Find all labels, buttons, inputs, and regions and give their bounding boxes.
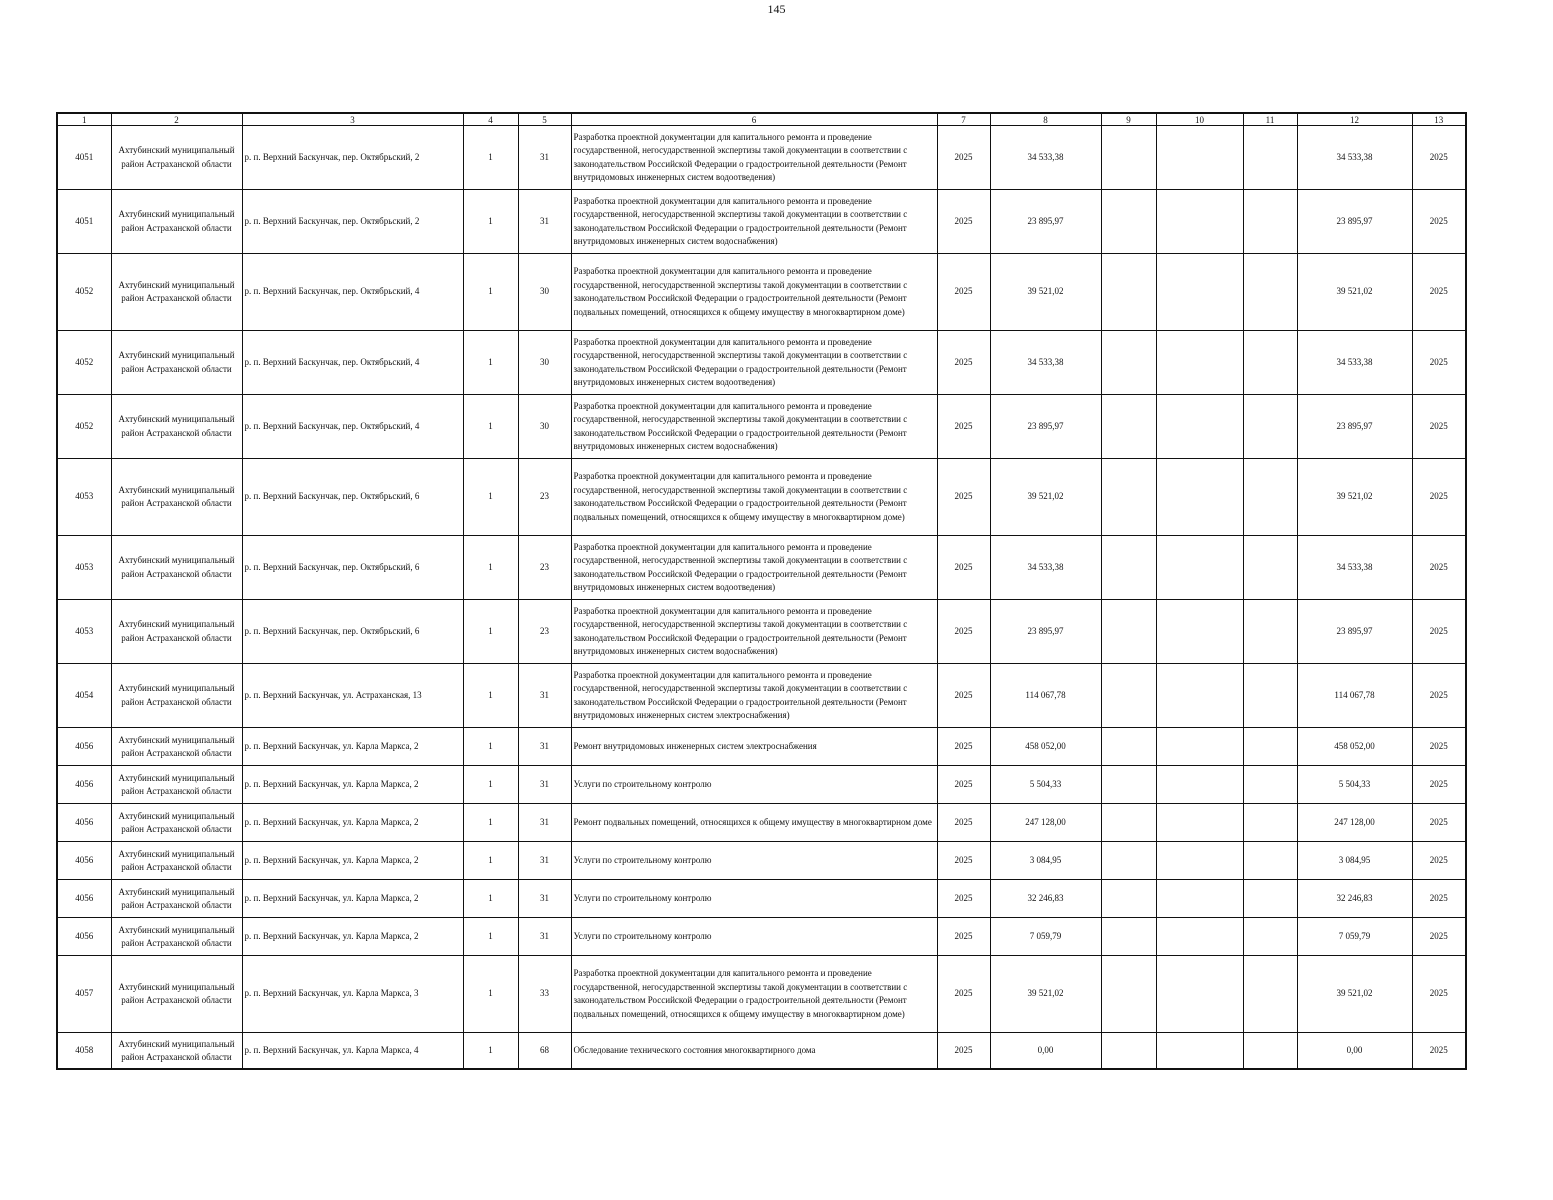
cell-cost-total: 34 533,38: [990, 331, 1101, 395]
cell-apartments: 30: [518, 395, 571, 459]
cell-row-number: 4057: [57, 956, 111, 1033]
cell-count: 1: [463, 956, 518, 1033]
cell-row-number: 4054: [57, 664, 111, 728]
cell-cost-budget: [1156, 728, 1243, 766]
table-row: [57, 331, 1466, 395]
cell-cost-total: 39 521,02: [990, 956, 1101, 1033]
cell-work-type: Разработка проектной документации для капитального ремонта и проведение государственной, негосударственной экспертизы такой документации в соответствии с законодательством Российской Федерации о градостроительной деятельности (Ремонт подвальных помещений, относящихся к общему имуществу в многоквартирном доме): [571, 459, 937, 536]
cell-apartments: 31: [518, 728, 571, 766]
cell-cost-owners: 39 521,02: [1297, 254, 1412, 331]
cell-cost-fund: [1101, 536, 1156, 600]
cell-apartments: 23: [518, 536, 571, 600]
cell-cost-budget: [1156, 956, 1243, 1033]
cell-cost-budget: [1156, 842, 1243, 880]
cell-cost-owners: 0,00: [1297, 1033, 1412, 1070]
cell-cost-total: 23 895,97: [990, 190, 1101, 254]
cell-municipality: Ахтубинский муниципальный район Астраханской области: [111, 459, 242, 536]
cell-cost-budget: [1156, 126, 1243, 190]
cell-completion-year: 2025: [1412, 804, 1466, 842]
column-header-12: 12: [1297, 113, 1412, 126]
cell-address: р. п. Верхний Баскунчак, пер. Октябрьский, 6: [242, 459, 463, 536]
cell-cost-budget: [1156, 536, 1243, 600]
cell-cost-local: [1243, 918, 1297, 956]
column-header-8: 8: [990, 113, 1101, 126]
cell-count: 1: [463, 459, 518, 536]
cell-row-number: 4051: [57, 126, 111, 190]
cell-address: р. п. Верхний Баскунчак, пер. Октябрьский, 6: [242, 600, 463, 664]
cell-cost-owners: 39 521,02: [1297, 459, 1412, 536]
cell-address: р. п. Верхний Баскунчак, ул. Карла Маркса, 2: [242, 766, 463, 804]
column-number-row: [57, 113, 1466, 126]
cell-municipality: Ахтубинский муниципальный район Астраханской области: [111, 766, 242, 804]
cell-work-type: Услуги по строительному контролю: [571, 842, 937, 880]
cell-year: 2025: [937, 728, 990, 766]
cell-completion-year: 2025: [1412, 880, 1466, 918]
cell-cost-fund: [1101, 766, 1156, 804]
cell-completion-year: 2025: [1412, 956, 1466, 1033]
cell-count: 1: [463, 804, 518, 842]
cell-cost-owners: 458 052,00: [1297, 728, 1412, 766]
cell-municipality: Ахтубинский муниципальный район Астраханской области: [111, 536, 242, 600]
cell-work-type: Услуги по строительному контролю: [571, 880, 937, 918]
table-row: [57, 918, 1466, 956]
cell-apartments: 33: [518, 956, 571, 1033]
cell-count: 1: [463, 126, 518, 190]
cell-cost-owners: 23 895,97: [1297, 600, 1412, 664]
cell-municipality: Ахтубинский муниципальный район Астраханской области: [111, 395, 242, 459]
cell-address: р. п. Верхний Баскунчак, пер. Октябрьский, 4: [242, 395, 463, 459]
cell-cost-total: 32 246,83: [990, 880, 1101, 918]
cell-cost-fund: [1101, 1033, 1156, 1070]
cell-cost-total: 23 895,97: [990, 395, 1101, 459]
cell-cost-budget: [1156, 804, 1243, 842]
table-body: [57, 126, 1466, 1070]
cell-cost-total: 458 052,00: [990, 728, 1101, 766]
column-header-9: 9: [1101, 113, 1156, 126]
cell-work-type: Услуги по строительному контролю: [571, 918, 937, 956]
table-row: [57, 536, 1466, 600]
cell-apartments: 30: [518, 331, 571, 395]
cell-cost-owners: 5 504,33: [1297, 766, 1412, 804]
cell-row-number: 4056: [57, 918, 111, 956]
table-row: [57, 842, 1466, 880]
cell-cost-local: [1243, 395, 1297, 459]
cell-cost-budget: [1156, 395, 1243, 459]
cell-apartments: 31: [518, 664, 571, 728]
cell-cost-fund: [1101, 190, 1156, 254]
cell-cost-total: 7 059,79: [990, 918, 1101, 956]
cell-cost-fund: [1101, 331, 1156, 395]
table-row: [57, 126, 1466, 190]
cell-completion-year: 2025: [1412, 1033, 1466, 1070]
table-row: [57, 880, 1466, 918]
cell-municipality: Ахтубинский муниципальный район Астраханской области: [111, 1033, 242, 1070]
cell-work-type: Разработка проектной документации для капитального ремонта и проведение государственной, негосударственной экспертизы такой документации в соответствии с законодательством Российской Федерации о градостроительной деятельности (Ремонт подвальных помещений, относящихся к общему имуществу в многоквартирном доме): [571, 956, 937, 1033]
cell-apartments: 31: [518, 766, 571, 804]
cell-apartments: 68: [518, 1033, 571, 1070]
cell-apartments: 31: [518, 918, 571, 956]
cell-address: р. п. Верхний Баскунчак, пер. Октябрьский, 6: [242, 536, 463, 600]
cell-work-type: Разработка проектной документации для капитального ремонта и проведение государственной, негосударственной экспертизы такой документации в соответствии с законодательством Российской Федерации о градостроительной деятельности (Ремонт внутридомовых инженерных систем водоотведения): [571, 331, 937, 395]
cell-work-type: Ремонт внутридомовых инженерных систем электроснабжения: [571, 728, 937, 766]
cell-cost-total: 39 521,02: [990, 459, 1101, 536]
cell-completion-year: 2025: [1412, 842, 1466, 880]
cell-cost-fund: [1101, 918, 1156, 956]
cell-cost-owners: 23 895,97: [1297, 190, 1412, 254]
cell-cost-owners: 3 084,95: [1297, 842, 1412, 880]
cell-cost-budget: [1156, 254, 1243, 331]
cell-municipality: Ахтубинский муниципальный район Астраханской области: [111, 331, 242, 395]
cell-municipality: Ахтубинский муниципальный район Астраханской области: [111, 126, 242, 190]
cell-address: р. п. Верхний Баскунчак, ул. Карла Маркса, 2: [242, 728, 463, 766]
cell-row-number: 4053: [57, 600, 111, 664]
cell-row-number: 4053: [57, 459, 111, 536]
table-row: [57, 804, 1466, 842]
cell-address: р. п. Верхний Баскунчак, ул. Астраханская, 13: [242, 664, 463, 728]
cell-address: р. п. Верхний Баскунчак, ул. Карла Маркса, 4: [242, 1033, 463, 1070]
cell-work-type: Разработка проектной документации для капитального ремонта и проведение государственной, негосударственной экспертизы такой документации в соответствии с законодательством Российской Федерации о градостроительной деятельности (Ремонт подвальных помещений, относящихся к общему имуществу в многоквартирном доме): [571, 254, 937, 331]
cell-cost-local: [1243, 190, 1297, 254]
cell-address: р. п. Верхний Баскунчак, пер. Октябрьский, 4: [242, 331, 463, 395]
cell-cost-budget: [1156, 600, 1243, 664]
cell-year: 2025: [937, 1033, 990, 1070]
cell-cost-owners: 39 521,02: [1297, 956, 1412, 1033]
cell-cost-fund: [1101, 254, 1156, 331]
cell-completion-year: 2025: [1412, 126, 1466, 190]
cell-apartments: 30: [518, 254, 571, 331]
cell-apartments: 23: [518, 459, 571, 536]
cell-year: 2025: [937, 804, 990, 842]
cell-year: 2025: [937, 331, 990, 395]
cell-cost-owners: 34 533,38: [1297, 536, 1412, 600]
cell-address: р. п. Верхний Баскунчак, ул. Карла Маркса, 2: [242, 842, 463, 880]
cell-cost-fund: [1101, 728, 1156, 766]
cell-count: 1: [463, 600, 518, 664]
column-header-10: 10: [1156, 113, 1243, 126]
cell-cost-local: [1243, 664, 1297, 728]
cell-cost-fund: [1101, 804, 1156, 842]
cell-work-type: Разработка проектной документации для капитального ремонта и проведение государственной, негосударственной экспертизы такой документации в соответствии с законодательством Российской Федерации о градостроительной деятельности (Ремонт внутридомовых инженерных систем водоснабжения): [571, 600, 937, 664]
table-row: [57, 766, 1466, 804]
table-row: [57, 1033, 1466, 1070]
cell-year: 2025: [937, 126, 990, 190]
cell-work-type: Услуги по строительному контролю: [571, 766, 937, 804]
cell-cost-owners: 7 059,79: [1297, 918, 1412, 956]
cell-row-number: 4051: [57, 190, 111, 254]
cell-cost-budget: [1156, 1033, 1243, 1070]
cell-completion-year: 2025: [1412, 254, 1466, 331]
cell-year: 2025: [937, 880, 990, 918]
cell-count: 1: [463, 536, 518, 600]
cell-cost-budget: [1156, 664, 1243, 728]
cell-row-number: 4056: [57, 880, 111, 918]
cell-cost-total: 39 521,02: [990, 254, 1101, 331]
column-header-7: 7: [937, 113, 990, 126]
cell-completion-year: 2025: [1412, 459, 1466, 536]
capital-repair-table: [56, 112, 1467, 1070]
cell-count: 1: [463, 766, 518, 804]
cell-cost-local: [1243, 804, 1297, 842]
cell-year: 2025: [937, 664, 990, 728]
cell-cost-owners: 34 533,38: [1297, 331, 1412, 395]
cell-year: 2025: [937, 395, 990, 459]
cell-municipality: Ахтубинский муниципальный район Астраханской области: [111, 918, 242, 956]
cell-completion-year: 2025: [1412, 536, 1466, 600]
table-row: [57, 600, 1466, 664]
cell-year: 2025: [937, 600, 990, 664]
cell-cost-total: 23 895,97: [990, 600, 1101, 664]
cell-cost-budget: [1156, 331, 1243, 395]
cell-row-number: 4052: [57, 254, 111, 331]
page-number: 145: [767, 2, 786, 16]
table-row: [57, 254, 1466, 331]
cell-municipality: Ахтубинский муниципальный район Астраханской области: [111, 842, 242, 880]
cell-municipality: Ахтубинский муниципальный район Астраханской области: [111, 956, 242, 1033]
cell-cost-fund: [1101, 664, 1156, 728]
cell-work-type: Разработка проектной документации для капитального ремонта и проведение государственной, негосударственной экспертизы такой документации в соответствии с законодательством Российской Федерации о градостроительной деятельности (Ремонт внутридомовых инженерных систем электроснабжения): [571, 664, 937, 728]
cell-address: р. п. Верхний Баскунчак, ул. Карла Маркса, 2: [242, 804, 463, 842]
cell-municipality: Ахтубинский муниципальный район Астраханской области: [111, 664, 242, 728]
cell-cost-fund: [1101, 459, 1156, 536]
column-header-2: 2: [111, 113, 242, 126]
cell-cost-total: 0,00: [990, 1033, 1101, 1070]
cell-cost-owners: 32 246,83: [1297, 880, 1412, 918]
column-header-11: 11: [1243, 113, 1297, 126]
cell-count: 1: [463, 664, 518, 728]
cell-cost-total: 247 128,00: [990, 804, 1101, 842]
column-header-13: 13: [1412, 113, 1466, 126]
cell-work-type: Разработка проектной документации для капитального ремонта и проведение государственной, негосударственной экспертизы такой документации в соответствии с законодательством Российской Федерации о градостроительной деятельности (Ремонт внутридомовых инженерных систем водоснабжения): [571, 190, 937, 254]
cell-completion-year: 2025: [1412, 395, 1466, 459]
cell-row-number: 4052: [57, 395, 111, 459]
cell-row-number: 4056: [57, 842, 111, 880]
cell-apartments: 31: [518, 126, 571, 190]
cell-row-number: 4056: [57, 766, 111, 804]
cell-row-number: 4053: [57, 536, 111, 600]
cell-completion-year: 2025: [1412, 918, 1466, 956]
cell-cost-local: [1243, 766, 1297, 804]
cell-count: 1: [463, 331, 518, 395]
cell-municipality: Ахтубинский муниципальный район Астраханской области: [111, 600, 242, 664]
cell-completion-year: 2025: [1412, 331, 1466, 395]
cell-completion-year: 2025: [1412, 728, 1466, 766]
cell-cost-local: [1243, 536, 1297, 600]
cell-apartments: 31: [518, 190, 571, 254]
column-header-3: 3: [242, 113, 463, 126]
cell-cost-local: [1243, 331, 1297, 395]
cell-cost-local: [1243, 842, 1297, 880]
cell-count: 1: [463, 1033, 518, 1070]
cell-cost-owners: 114 067,78: [1297, 664, 1412, 728]
cell-year: 2025: [937, 918, 990, 956]
table-row: [57, 956, 1466, 1033]
table-row: [57, 190, 1466, 254]
cell-completion-year: 2025: [1412, 190, 1466, 254]
cell-row-number: 4052: [57, 331, 111, 395]
cell-cost-fund: [1101, 395, 1156, 459]
cell-count: 1: [463, 395, 518, 459]
cell-cost-budget: [1156, 918, 1243, 956]
cell-completion-year: 2025: [1412, 766, 1466, 804]
cell-cost-local: [1243, 126, 1297, 190]
cell-cost-fund: [1101, 956, 1156, 1033]
cell-cost-total: 114 067,78: [990, 664, 1101, 728]
cell-count: 1: [463, 254, 518, 331]
column-header-1: 1: [57, 113, 111, 126]
cell-count: 1: [463, 842, 518, 880]
cell-year: 2025: [937, 842, 990, 880]
table-row: [57, 459, 1466, 536]
cell-address: р. п. Верхний Баскунчак, пер. Октябрьский, 2: [242, 126, 463, 190]
cell-cost-local: [1243, 1033, 1297, 1070]
cell-row-number: 4056: [57, 804, 111, 842]
cell-work-type: Разработка проектной документации для капитального ремонта и проведение государственной, негосударственной экспертизы такой документации в соответствии с законодательством Российской Федерации о градостроительной деятельности (Ремонт внутридомовых инженерных систем водоснабжения): [571, 395, 937, 459]
cell-address: р. п. Верхний Баскунчак, пер. Октябрьский, 4: [242, 254, 463, 331]
table-row: [57, 728, 1466, 766]
cell-work-type: Ремонт подвальных помещений, относящихся к общему имуществу в многоквартирном доме: [571, 804, 937, 842]
cell-row-number: 4056: [57, 728, 111, 766]
cell-address: р. п. Верхний Баскунчак, ул. Карла Маркса, 2: [242, 918, 463, 956]
cell-cost-local: [1243, 254, 1297, 331]
cell-work-type: Разработка проектной документации для капитального ремонта и проведение государственной, негосударственной экспертизы такой документации в соответствии с законодательством Российской Федерации о градостроительной деятельности (Ремонт внутридомовых инженерных систем водоотведения): [571, 536, 937, 600]
cell-year: 2025: [937, 536, 990, 600]
cell-count: 1: [463, 880, 518, 918]
table-row: [57, 664, 1466, 728]
cell-cost-owners: 23 895,97: [1297, 395, 1412, 459]
cell-apartments: 31: [518, 842, 571, 880]
cell-address: р. п. Верхний Баскунчак, ул. Карла Маркса, 2: [242, 880, 463, 918]
cell-municipality: Ахтубинский муниципальный район Астраханской области: [111, 880, 242, 918]
cell-year: 2025: [937, 956, 990, 1033]
cell-cost-fund: [1101, 600, 1156, 664]
cell-cost-budget: [1156, 880, 1243, 918]
cell-year: 2025: [937, 190, 990, 254]
column-header-6: 6: [571, 113, 937, 126]
column-header-5: 5: [518, 113, 571, 126]
cell-cost-total: 3 084,95: [990, 842, 1101, 880]
cell-municipality: Ахтубинский муниципальный район Астраханской области: [111, 728, 242, 766]
cell-cost-local: [1243, 600, 1297, 664]
cell-apartments: 31: [518, 804, 571, 842]
cell-cost-budget: [1156, 459, 1243, 536]
cell-cost-total: 34 533,38: [990, 536, 1101, 600]
cell-apartments: 23: [518, 600, 571, 664]
cell-cost-owners: 247 128,00: [1297, 804, 1412, 842]
cell-cost-local: [1243, 880, 1297, 918]
cell-year: 2025: [937, 766, 990, 804]
cell-cost-owners: 34 533,38: [1297, 126, 1412, 190]
cell-count: 1: [463, 918, 518, 956]
column-header-4: 4: [463, 113, 518, 126]
cell-cost-total: 5 504,33: [990, 766, 1101, 804]
cell-cost-fund: [1101, 880, 1156, 918]
cell-count: 1: [463, 190, 518, 254]
cell-cost-local: [1243, 956, 1297, 1033]
cell-year: 2025: [937, 254, 990, 331]
cell-municipality: Ахтубинский муниципальный район Астраханской области: [111, 254, 242, 331]
cell-row-number: 4058: [57, 1033, 111, 1070]
cell-cost-total: 34 533,38: [990, 126, 1101, 190]
cell-cost-fund: [1101, 126, 1156, 190]
cell-year: 2025: [937, 459, 990, 536]
cell-cost-local: [1243, 459, 1297, 536]
cell-work-type: Разработка проектной документации для капитального ремонта и проведение государственной, негосударственной экспертизы такой документации в соответствии с законодательством Российской Федерации о градостроительной деятельности (Ремонт внутридомовых инженерных систем водоотведения): [571, 126, 937, 190]
cell-address: р. п. Верхний Баскунчак, пер. Октябрьский, 2: [242, 190, 463, 254]
cell-cost-fund: [1101, 842, 1156, 880]
cell-completion-year: 2025: [1412, 664, 1466, 728]
cell-cost-local: [1243, 728, 1297, 766]
cell-municipality: Ахтубинский муниципальный район Астраханской области: [111, 804, 242, 842]
cell-address: р. п. Верхний Баскунчак, ул. Карла Маркса, 3: [242, 956, 463, 1033]
cell-completion-year: 2025: [1412, 600, 1466, 664]
cell-cost-budget: [1156, 766, 1243, 804]
cell-work-type: Обследование технического состояния многоквартирного дома: [571, 1033, 937, 1070]
cell-count: 1: [463, 728, 518, 766]
table-row: [57, 395, 1466, 459]
cell-apartments: 31: [518, 880, 571, 918]
cell-cost-budget: [1156, 190, 1243, 254]
cell-municipality: Ахтубинский муниципальный район Астраханской области: [111, 190, 242, 254]
